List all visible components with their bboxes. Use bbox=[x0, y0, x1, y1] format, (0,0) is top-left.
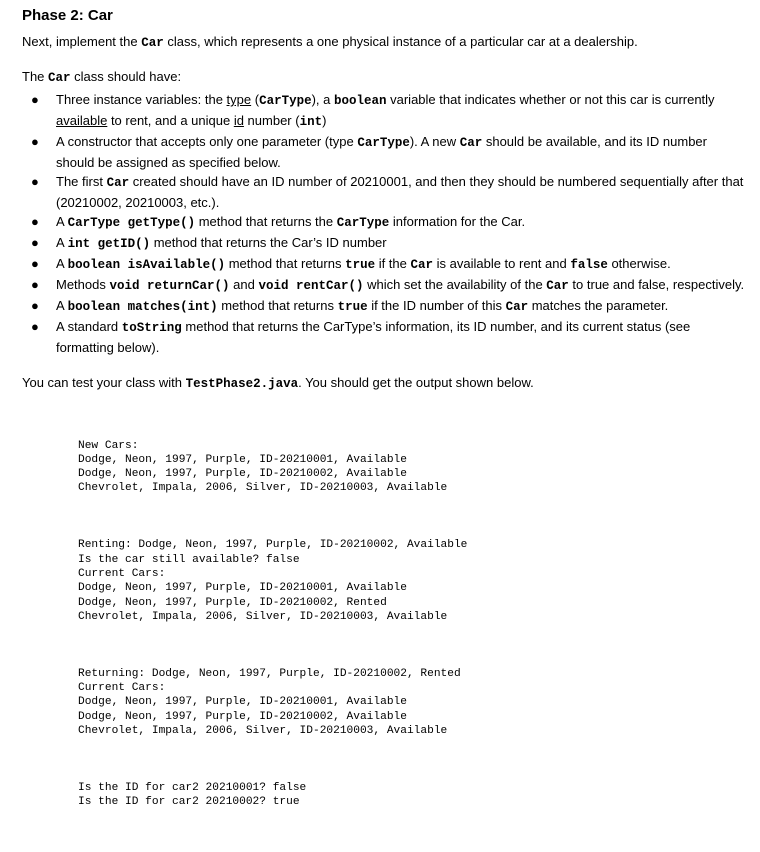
requirement-instance-variables bbox=[22, 90, 746, 132]
class-name-code: Car bbox=[48, 71, 71, 85]
req-text: created should have an ID number of 20210001, and then they should be numbered sequentially after that (20210002, 20210003, etc.). bbox=[56, 174, 744, 210]
output-line: Is the ID for car2 20210002? true bbox=[78, 796, 300, 809]
requirement-getid bbox=[22, 233, 746, 254]
bullet-icon: ● bbox=[31, 277, 39, 292]
bullet-icon: ● bbox=[31, 235, 39, 250]
output-line: Renting: Dodge, Neon, 1997, Purple, ID-20210002, Available bbox=[78, 539, 468, 552]
code-term: void returnCar() bbox=[109, 279, 230, 293]
req-text: A bbox=[56, 256, 68, 271]
intro-text-rest: class, which represents a one physical instance of a particular car at a dealership. bbox=[163, 34, 638, 49]
bullet-icon: ● bbox=[31, 134, 39, 149]
req-text: number ( bbox=[243, 113, 300, 128]
test-instructions bbox=[22, 373, 746, 394]
req-text: if the ID number of this bbox=[367, 298, 506, 313]
requirements-list bbox=[22, 90, 746, 357]
req-text: The first bbox=[56, 174, 107, 189]
code-term: boolean bbox=[334, 94, 387, 108]
intro-paragraph bbox=[22, 32, 746, 53]
bullet-icon: ● bbox=[31, 92, 39, 107]
output-line: Dodge, Neon, 1997, Purple, ID-20210001, Available bbox=[78, 582, 407, 595]
output-line: Dodge, Neon, 1997, Purple, ID-20210001, Available bbox=[78, 696, 407, 709]
req-text: A bbox=[56, 235, 68, 250]
output-line: Chevrolet, Impala, 2006, Silver, ID-20210003, Available bbox=[78, 482, 448, 495]
requirement-return-rent bbox=[22, 275, 746, 296]
bullet-icon: ● bbox=[31, 298, 39, 313]
code-term: void rentCar() bbox=[258, 279, 364, 293]
code-term: CarType bbox=[336, 216, 390, 230]
output-line: New Cars: bbox=[78, 439, 139, 452]
req-text: information for the Car. bbox=[389, 214, 526, 229]
output-block-id-checks bbox=[78, 781, 746, 810]
code-term: true bbox=[345, 258, 376, 272]
lead-text-rest: class should have: bbox=[70, 69, 182, 84]
requirements-lead bbox=[22, 67, 746, 88]
test-file-name: TestPhase2.java bbox=[185, 377, 299, 391]
req-text: ). A new bbox=[409, 134, 460, 149]
req-text: method that returns the CarType’s information, its ID number, and its current status (see formatting below). bbox=[56, 319, 691, 355]
req-text: otherwise. bbox=[607, 256, 671, 271]
code-term: false bbox=[570, 258, 608, 272]
requirement-constructor bbox=[22, 132, 746, 172]
req-text: method that returns bbox=[225, 256, 346, 271]
requirement-gettype bbox=[22, 212, 746, 233]
output-block-returning bbox=[78, 667, 746, 738]
output-line: Current Cars: bbox=[78, 682, 166, 695]
requirement-isavailable bbox=[22, 254, 746, 275]
output-line: Dodge, Neon, 1997, Purple, ID-20210001, Available bbox=[78, 453, 407, 466]
underlined-term: type bbox=[226, 92, 252, 107]
code-term: true bbox=[337, 300, 368, 314]
req-text: Three instance variables: the bbox=[56, 92, 227, 107]
class-name-code: Car bbox=[141, 36, 164, 50]
code-term: boolean isAvailable() bbox=[67, 258, 226, 272]
output-line: Is the ID for car2 20210001? false bbox=[78, 781, 307, 794]
req-text: A bbox=[56, 298, 68, 313]
underlined-term: id bbox=[233, 113, 244, 128]
code-term: CarType bbox=[357, 136, 410, 150]
code-term: Car bbox=[459, 136, 483, 150]
requirement-id-numbering bbox=[22, 172, 746, 212]
output-line: Dodge, Neon, 1997, Purple, ID-20210002, Available bbox=[78, 468, 407, 481]
req-text: method that returns the bbox=[195, 214, 337, 229]
bullet-icon: ● bbox=[31, 319, 39, 334]
req-text: variable that indicates whether or not this car is currently bbox=[386, 92, 715, 107]
code-term: toString bbox=[121, 321, 182, 335]
req-text: should be available, and its ID number should be assigned as specified below. bbox=[56, 134, 707, 170]
output-line: Chevrolet, Impala, 2006, Silver, ID-20210003, Available bbox=[78, 610, 448, 623]
output-block-renting bbox=[78, 538, 746, 624]
req-text: matches the parameter. bbox=[528, 298, 669, 313]
code-term: int bbox=[299, 115, 323, 129]
req-text: A bbox=[56, 214, 68, 229]
code-term: CarType getType() bbox=[67, 216, 196, 230]
req-text: method that returns the Car’s ID number bbox=[150, 235, 387, 250]
output-line: Dodge, Neon, 1997, Purple, ID-20210002, Available bbox=[78, 710, 407, 723]
req-text: Methods bbox=[56, 277, 110, 292]
lead-text: The bbox=[22, 69, 49, 84]
req-text: which set the availability of the bbox=[363, 277, 547, 292]
bullet-icon: ● bbox=[31, 256, 39, 271]
bullet-icon: ● bbox=[31, 174, 39, 189]
output-line: Dodge, Neon, 1997, Purple, ID-20210002, Rented bbox=[78, 596, 387, 609]
output-line: Returning: Dodge, Neon, 1997, Purple, ID-20210002, Rented bbox=[78, 667, 461, 680]
output-block-new-cars bbox=[78, 439, 746, 496]
requirement-matches bbox=[22, 296, 746, 317]
req-text: to rent, and a unique bbox=[107, 113, 234, 128]
req-text: ( bbox=[251, 92, 260, 107]
code-term: Car bbox=[410, 258, 434, 272]
req-text: is available to rent and bbox=[433, 256, 571, 271]
req-text: ) bbox=[322, 113, 327, 128]
section-title: Phase 2: Car bbox=[22, 7, 113, 24]
requirement-tostring bbox=[22, 317, 746, 357]
code-term: boolean matches(int) bbox=[67, 300, 218, 314]
req-text: to true and false, respectively. bbox=[568, 277, 745, 292]
document-page bbox=[22, 6, 746, 852]
req-text: A standard bbox=[56, 319, 122, 334]
req-text: if the bbox=[375, 256, 411, 271]
code-term: int getID() bbox=[67, 237, 151, 251]
output-line: Chevrolet, Impala, 2006, Silver, ID-20210003, Available bbox=[78, 724, 448, 737]
underlined-term: available bbox=[56, 113, 108, 128]
req-text: ), a bbox=[311, 92, 334, 107]
req-text: A constructor that accepts only one parameter (type bbox=[56, 134, 358, 149]
expected-output bbox=[78, 410, 746, 852]
test-text: You can test your class with bbox=[22, 375, 186, 390]
code-term: Car bbox=[106, 176, 130, 190]
code-term: Car bbox=[546, 279, 569, 293]
intro-text: Next, implement the bbox=[22, 34, 142, 49]
output-line: Current Cars: bbox=[78, 567, 166, 580]
bullet-icon: ● bbox=[31, 214, 39, 229]
output-line: Is the car still available? false bbox=[78, 553, 300, 566]
req-text: method that returns bbox=[217, 298, 338, 313]
test-text-rest: . You should get the output shown below. bbox=[298, 375, 534, 390]
req-text: and bbox=[229, 277, 259, 292]
code-term: Car bbox=[505, 300, 529, 314]
code-term: CarType bbox=[259, 94, 312, 108]
